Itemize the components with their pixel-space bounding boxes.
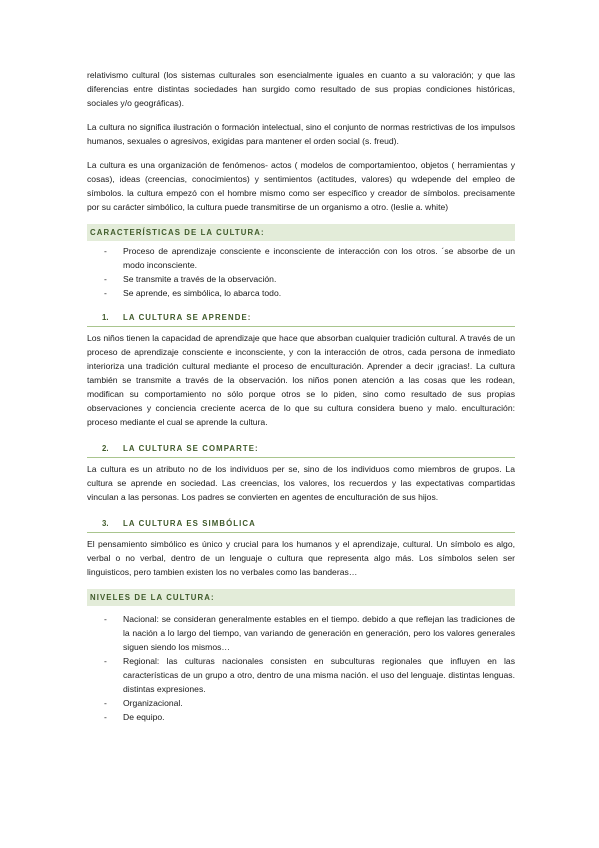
section-3-title: LA CULTURA ES SIMBÓLICA [123, 518, 256, 528]
section-3-paragraph: El pensamiento simbólico es único y crucial para los humanos y el aprendizaje, cultural. Un símbolo es algo, verbal o no verbal, dentro de un lenguaje o cultura que representa algo más. Los símbolos selen ser linguisticos, pero tambien existen los no verbales como las banderas… [87, 539, 515, 577]
list-item-text: De equipo. [123, 712, 165, 722]
section-2-number: 2. [102, 443, 109, 453]
list-item-text: Se transmite a través de la observación. [123, 274, 277, 284]
niveles-heading-text: NIVELES DE LA CULTURA: [90, 593, 215, 602]
section-2-heading [87, 439, 515, 458]
section-2-title: LA CULTURA SE COMPARTE: [123, 443, 259, 453]
section-1-heading [87, 308, 515, 327]
list-item: - Se transmite a través de la observación. [104, 274, 277, 284]
section-1-title: LA CULTURA SE APRENDE: [123, 312, 252, 322]
intro-paragraph-2: La cultura no significa ilustración o formación intelectual, sino el conjunto de normas restrictivas de los impulsos humanos, sexuales o agresivos, exigidas para mantener el orden social (s. freud). [87, 122, 515, 146]
document-page [87, 68, 515, 724]
list-item-text: Se aprende, es simbólica, lo abarca todo. [123, 288, 282, 298]
list-item: - Regional: las culturas nacionales consisten en subculturas regionales que influyen en las características de un grupo a otro, dentro de una misma nación. el uso del lenguaje. distintas lenguas. distintas expresiones. [104, 656, 515, 694]
list-item: - Nacional: se consideran generalmente estables en el tiempo. debido a que reflejan las tradiciones de la nación a lo largo del tiempo, van variando de generación en generación, pero los valores generales siguen siendo los mismos… [104, 614, 515, 652]
niveles-list [87, 612, 515, 724]
caracteristicas-heading-text: CARACTERÍSTICAS DE LA CULTURA: [90, 228, 265, 237]
list-item-text: Proceso de aprendizaje consciente e inconsciente de interacción con los otros. ´se absorbe de un modo inconsciente. [123, 246, 515, 270]
section-3-heading [87, 514, 515, 533]
list-item-text: Organizacional. [123, 698, 183, 708]
section-2-paragraph: La cultura es un atributo no de los individuos per se, sino de los individuos como miembros de grupos. La cultura se aprende en sociedad. Las creencias, los valores, los recuerdos y las expectativas compartidas vinculan a las personas. Los padres se convierten en agentes de enculturación de sus hijos. [87, 464, 515, 502]
niveles-heading [87, 589, 515, 606]
list-item: - Proceso de aprendizaje consciente e inconsciente de interacción con los otros. ´se absorbe de un modo inconsciente. [104, 246, 515, 270]
list-item-text: Regional: las culturas nacionales consisten en subculturas regionales que influyen en las características de un grupo a otro, dentro de una misma nación. el uso del lenguaje. distintas lenguas. distintas expresiones. [123, 656, 515, 694]
section-1-paragraph: Los niños tienen la capacidad de aprendizaje que hace que absorban cualquier tradición cultural. A través de un proceso de aprendizaje consciente e inconsciente, y con la interacción de otros, cada persona de inmediato interioriza una tradición cultural mediante el proceso de enculturación. Aprender a decir ¡gracias!. La cultura también se transmite a través de la observación. los niños ponen atención a las cosas que les rodean, modifican su comportamiento no sólo porque otros se lo piden, sino como resultado de sus propias observaciones y conciencia creciente acerca de lo que su cultura considera bueno y malo. enculturación: proceso mediante el cual se aprende la cultura. [87, 333, 515, 427]
list-item: - Organizacional. [104, 698, 183, 708]
caracteristicas-heading [87, 224, 515, 241]
section-1-number: 1. [102, 312, 109, 322]
list-item-text: Nacional: se consideran generalmente estables en el tiempo. debido a que reflejan las tradiciones de la nación a lo largo del tiempo, van variando de generación en generación, pero los valores generales siguen siendo los mismos… [123, 614, 515, 652]
list-item: - De equipo. [104, 712, 165, 722]
list-item: - Se aprende, es simbólica, lo abarca todo. [104, 288, 282, 298]
intro-paragraph-3: La cultura es una organización de fenómenos- actos ( modelos de comportamientoo, objetos ( herramientas y cosas), ideas (creencias, conocimientos) y sentimientos (actitudes, valores) qu wdepende del empleo de símbolos. la cultura empezó con el hombre mismo como ser específico y creador de símbolos. precisamente por su carácter simbólico, la cultura puede transmitirse de un organismo a otro. (leslie a. white) [87, 160, 515, 212]
section-3-number: 3. [102, 518, 109, 528]
intro-paragraph-1: relativismo cultural (los sistemas culturales son esencialmente iguales en cuanto a su valoración; y que las diferencias entre distintas sociedades han surgido como resultado de sus propias condiciones históricas, sociales y/o geográficas). [87, 70, 515, 108]
caracteristicas-list [87, 244, 515, 300]
